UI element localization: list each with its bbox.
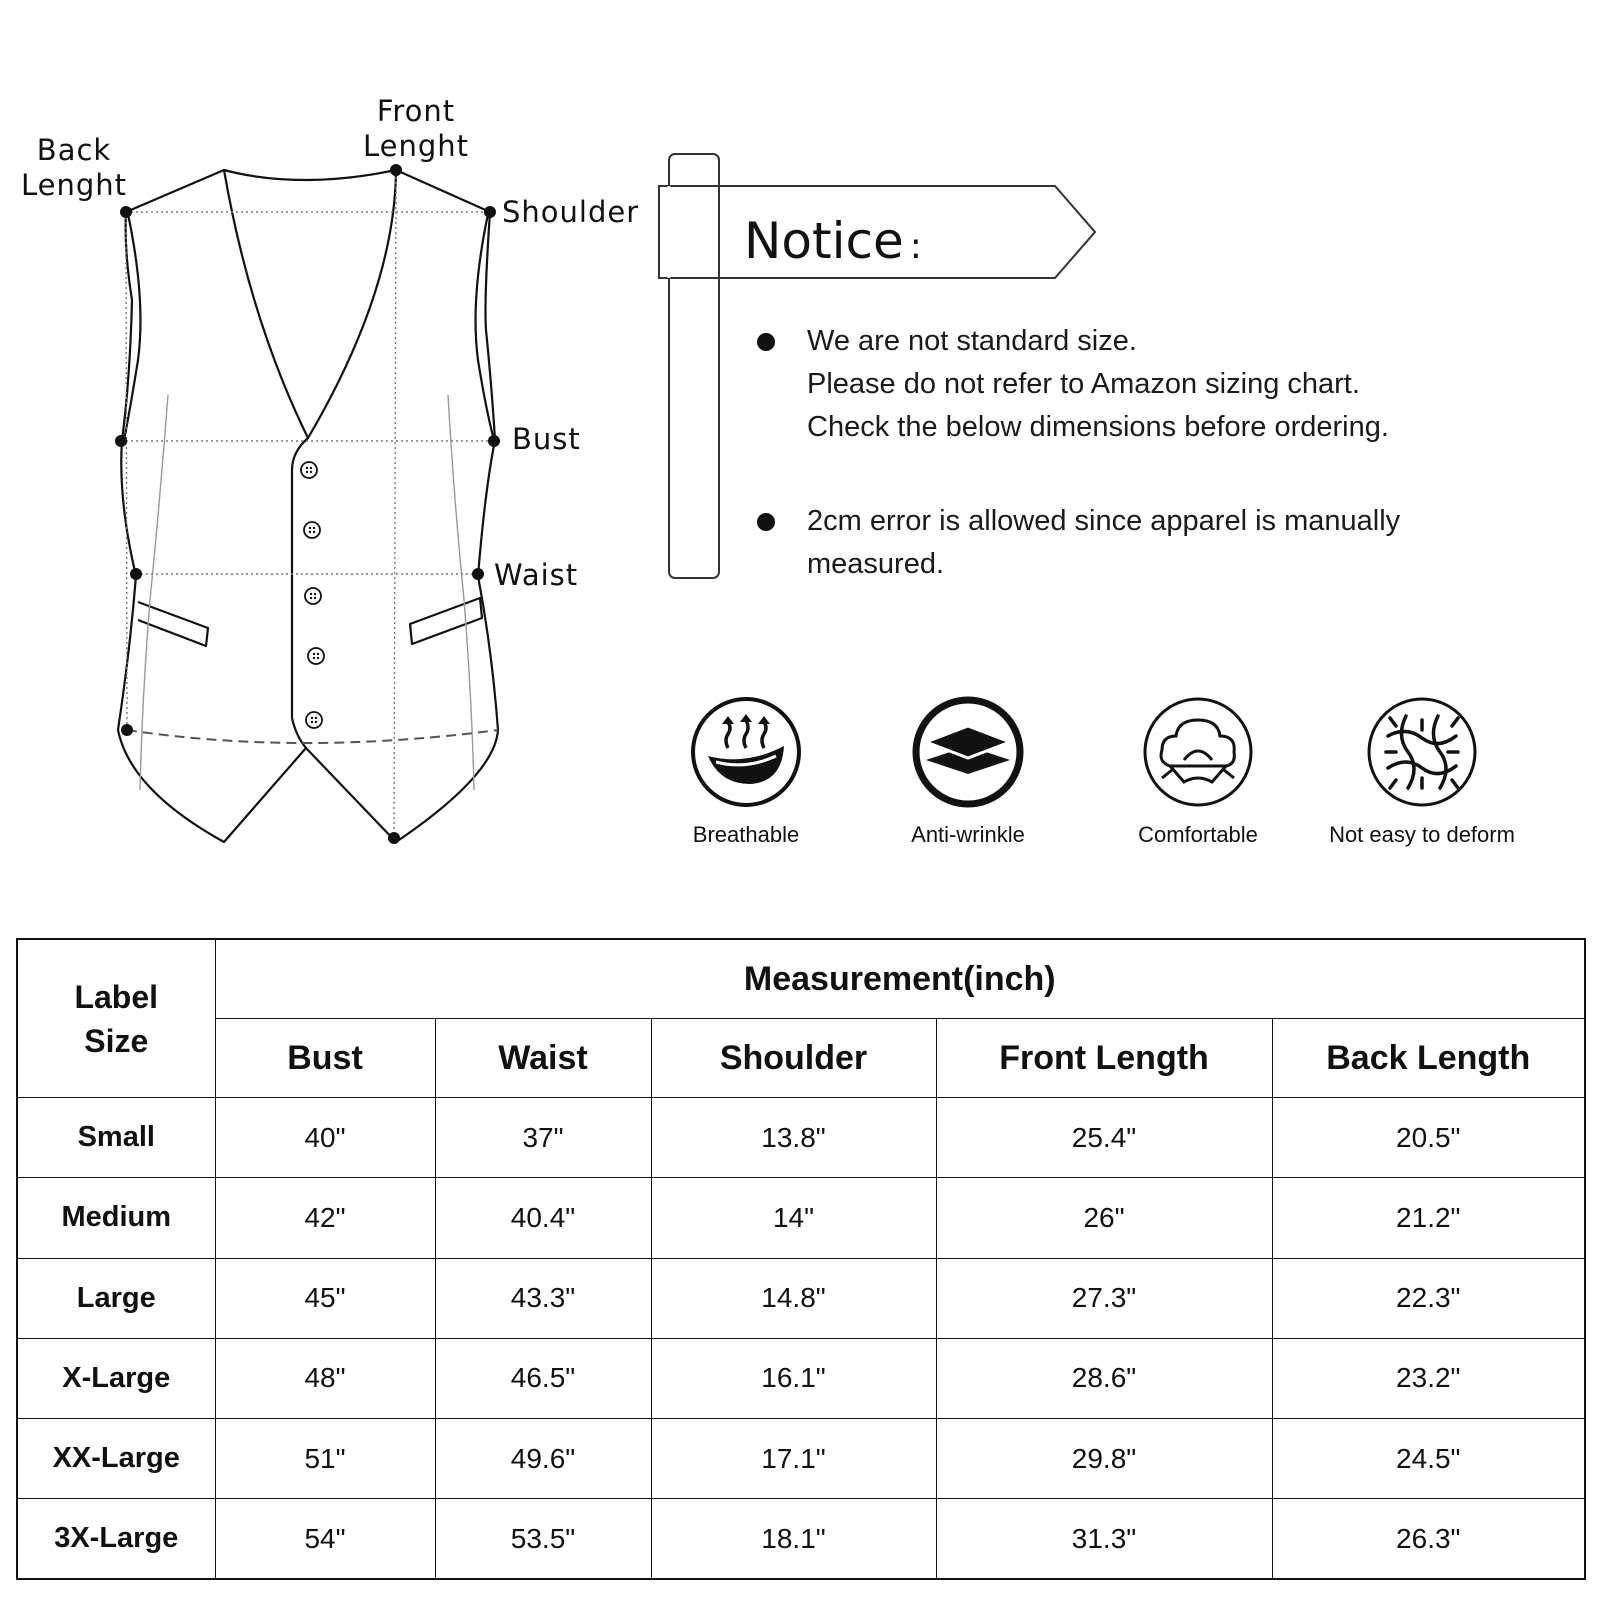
cotton-icon xyxy=(1142,696,1254,808)
label-size-header xyxy=(17,939,215,1098)
size-table xyxy=(16,938,1586,1580)
table-row xyxy=(17,1338,1585,1418)
notice-bullet-1 xyxy=(807,320,1389,449)
table-cell: 42" xyxy=(215,1178,435,1258)
table-row xyxy=(17,1178,1585,1258)
right-pocket xyxy=(410,598,482,644)
table-cell: 45" xyxy=(215,1258,435,1338)
feature-comfortable xyxy=(1083,696,1313,848)
column-header-waist: Waist xyxy=(435,1019,651,1098)
notice-title xyxy=(744,212,922,270)
column-header-bust: Bust xyxy=(215,1019,435,1098)
table-cell: 14.8" xyxy=(651,1258,936,1338)
back-length-label-line2: Lenght xyxy=(20,168,128,202)
table-cell: 16.1" xyxy=(651,1338,936,1418)
table-cell: 21.2" xyxy=(1272,1178,1585,1258)
front-length-label-line2: Lenght xyxy=(362,129,470,163)
table-cell: 26" xyxy=(936,1178,1272,1258)
table-cell: 37" xyxy=(435,1098,651,1178)
table-cell: 31.3" xyxy=(936,1499,1272,1579)
table-cell: 20.5" xyxy=(1272,1098,1585,1178)
hem-left-point xyxy=(121,724,133,736)
label-header-line2: Size xyxy=(84,1022,149,1059)
bust-right-point xyxy=(488,435,500,447)
feature-not-easy-to-deform xyxy=(1307,696,1537,848)
shoulder-label: Shoulder xyxy=(502,195,640,229)
table-cell: 29.8" xyxy=(936,1419,1272,1499)
measurement-header: Measurement(inch) xyxy=(215,939,1585,1019)
front-length-top-point xyxy=(390,164,402,176)
column-header-back-length: Back Length xyxy=(1272,1019,1585,1098)
table-cell: 43.3" xyxy=(435,1258,651,1338)
table-cell: 46.5" xyxy=(435,1338,651,1418)
button-5 xyxy=(306,712,322,728)
column-header-front-length: Front Length xyxy=(936,1019,1272,1098)
button-1 xyxy=(301,462,317,478)
bust-left-point xyxy=(115,435,127,447)
table-cell: 22.3" xyxy=(1272,1258,1585,1338)
back-length-label-line1: Back xyxy=(36,133,112,167)
notice-line: 2cm error is allowed since apparel is manually xyxy=(807,505,1401,537)
table-cell: 18.1" xyxy=(651,1499,936,1579)
table-cell: 28.6" xyxy=(936,1338,1272,1418)
notice-line: We are not standard size. xyxy=(807,325,1137,357)
table-row xyxy=(17,1258,1585,1338)
size-label: XX-Large xyxy=(17,1419,215,1499)
bullet-2 xyxy=(757,513,775,531)
feature-anti-wrinkle xyxy=(853,696,1083,848)
button-3 xyxy=(305,588,321,604)
button-2 xyxy=(304,522,320,538)
front-length-label-line1: Front xyxy=(376,94,456,128)
notice-colon: : xyxy=(909,226,922,267)
size-label: Large xyxy=(17,1258,215,1338)
back-length-point xyxy=(120,206,132,218)
bullet-1 xyxy=(757,333,775,351)
table-cell: 48" xyxy=(215,1338,435,1418)
bust-label: Bust xyxy=(512,422,581,456)
feature-label: Breathable xyxy=(692,822,800,847)
feature-label: Anti-wrinkle xyxy=(911,822,1025,847)
vest-outline xyxy=(118,170,498,842)
table-cell: 49.6" xyxy=(435,1419,651,1499)
size-label: 3X-Large xyxy=(17,1499,215,1579)
feature-label: Not easy to deform xyxy=(1329,822,1515,847)
table-row xyxy=(17,1419,1585,1499)
notice-line: measured. xyxy=(807,548,945,580)
waist-left-point xyxy=(130,568,142,580)
back-length-label xyxy=(20,133,128,203)
table-cell: 27.3" xyxy=(936,1258,1272,1338)
shoulder-point xyxy=(484,206,496,218)
feature-label: Comfortable xyxy=(1138,822,1258,847)
waist-right-point xyxy=(472,568,484,580)
table-cell: 26.3" xyxy=(1272,1499,1585,1579)
table-cell: 53.5" xyxy=(435,1499,651,1579)
vest-neckline xyxy=(224,170,396,438)
label-header-line1: Label xyxy=(74,978,159,1015)
table-cell: 40.4" xyxy=(435,1178,651,1258)
table-cell: 23.2" xyxy=(1272,1338,1585,1418)
button-4 xyxy=(308,648,324,664)
notice-bullet-2 xyxy=(807,500,1400,586)
front-length-bottom-point xyxy=(388,832,400,844)
notice-title-text: Notice xyxy=(744,212,904,270)
waist-label: Waist xyxy=(494,558,579,592)
layers-icon xyxy=(912,696,1024,808)
column-header-shoulder: Shoulder xyxy=(651,1019,936,1098)
size-label: Small xyxy=(17,1098,215,1178)
size-label: Medium xyxy=(17,1178,215,1258)
table-cell: 24.5" xyxy=(1272,1419,1585,1499)
table-cell: 14" xyxy=(651,1178,936,1258)
table-cell: 17.1" xyxy=(651,1419,936,1499)
size-label: X-Large xyxy=(17,1338,215,1418)
notice-line: Please do not refer to Amazon sizing chart. xyxy=(807,368,1360,400)
table-row xyxy=(17,1499,1585,1579)
table-cell: 25.4" xyxy=(936,1098,1272,1178)
fiber-icon xyxy=(1366,696,1478,808)
breathable-icon xyxy=(690,696,802,808)
table-row xyxy=(17,1098,1585,1178)
feature-breathable xyxy=(631,696,861,848)
table-cell: 13.8" xyxy=(651,1098,936,1178)
table-cell: 54" xyxy=(215,1499,435,1579)
notice-line: Check the below dimensions before ordering. xyxy=(807,411,1389,443)
table-cell: 40" xyxy=(215,1098,435,1178)
front-length-label xyxy=(360,94,472,164)
table-cell: 51" xyxy=(215,1419,435,1499)
